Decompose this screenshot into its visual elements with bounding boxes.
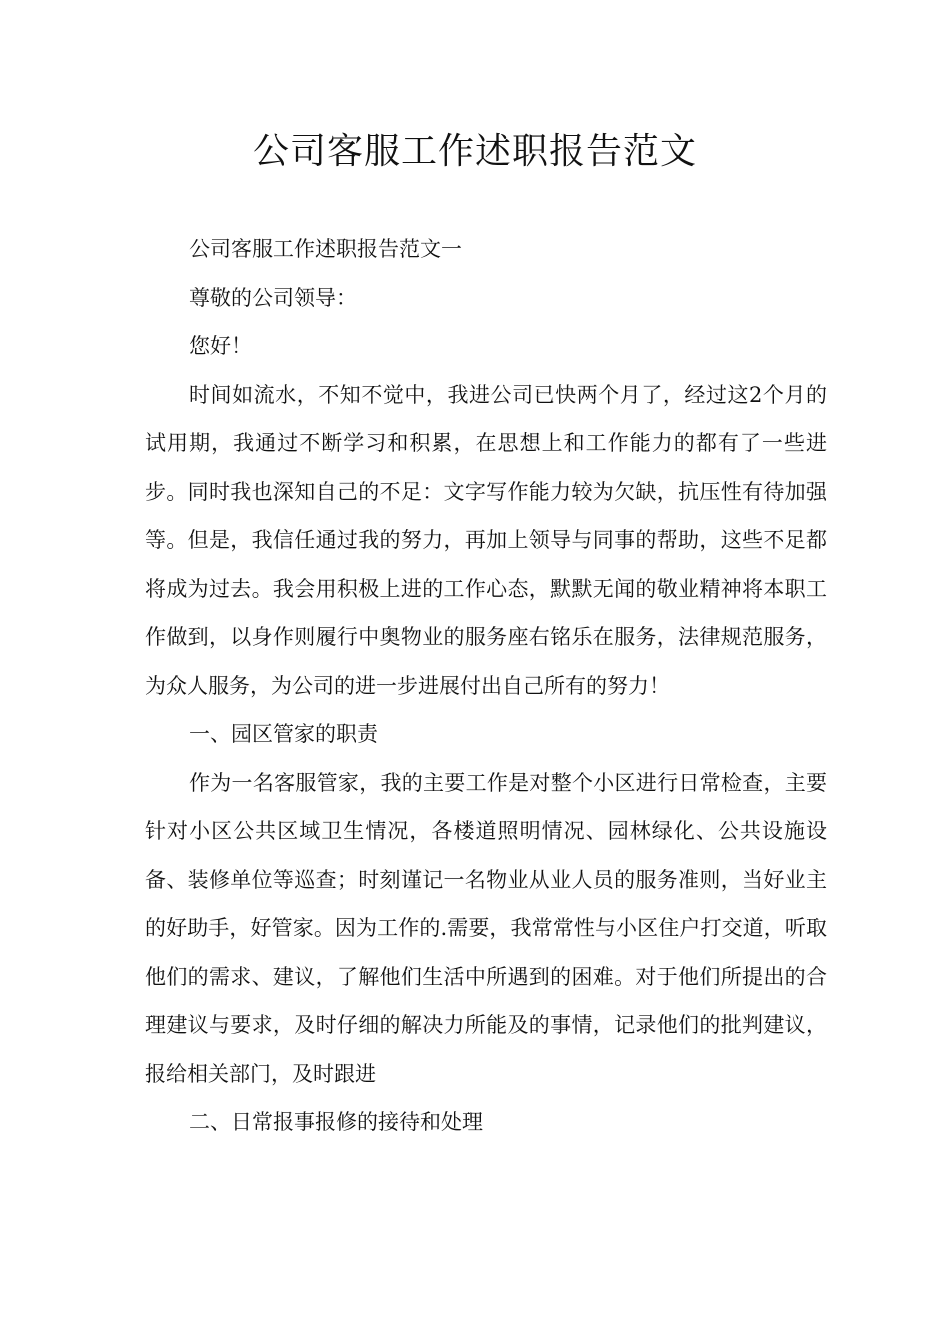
document-title: 公司客服工作述职报告范文 [252,131,697,172]
paragraph-subtitle: 公司客服工作述职报告范文一 [189,237,462,261]
section-heading-2: 二、日常报事报修的接待和处理 [189,1110,483,1134]
document-body [145,225,827,1147]
paragraph-duties: 作为一名客服管家，我的主要工作是对整个小区进行日常检查，主要针对小区公共区域卫生情况，各楼道照明情况、园林绿化、公共设施设备、装修单位等巡查；时刻谨记一名物业从业人员的服务准则，当好业主的好助手，好管家。因为工作的.需要，我常常性与小区住户打交道，听取他们的需求、建议，了解他们生活中所遇到的困难。对于他们所提出的合理建议与要求，及时仔细的解决力所能及的事情，记录他们的批判建议，报给相关部门，及时跟进 [145,770,827,1086]
paragraph-greeting: 您好！ [189,334,252,358]
paragraph-intro: 时间如流水，不知不觉中，我进公司已快两个月了，经过这2个月的试用期，我通过不断学习和积累，在思想上和工作能力的都有了一些进步。同时我也深知自己的不足：文字写作能力较为欠缺，抗压性有待加强等。但是，我信任通过我的努力，再加上领导与同事的帮助，这些不足都将成为过去。我会用积极上进的工作心态，默默无闻的敬业精神将本职工作做到，以身作则履行中奥物业的服务座右铭乐在服务，法律规范服务，为众人服务，为公司的进一步进展付出自己所有的努力！ [145,382,827,698]
paragraph-salutation: 尊敬的公司领导： [189,285,357,310]
section-heading-1: 一、园区管家的职责 [189,722,378,746]
